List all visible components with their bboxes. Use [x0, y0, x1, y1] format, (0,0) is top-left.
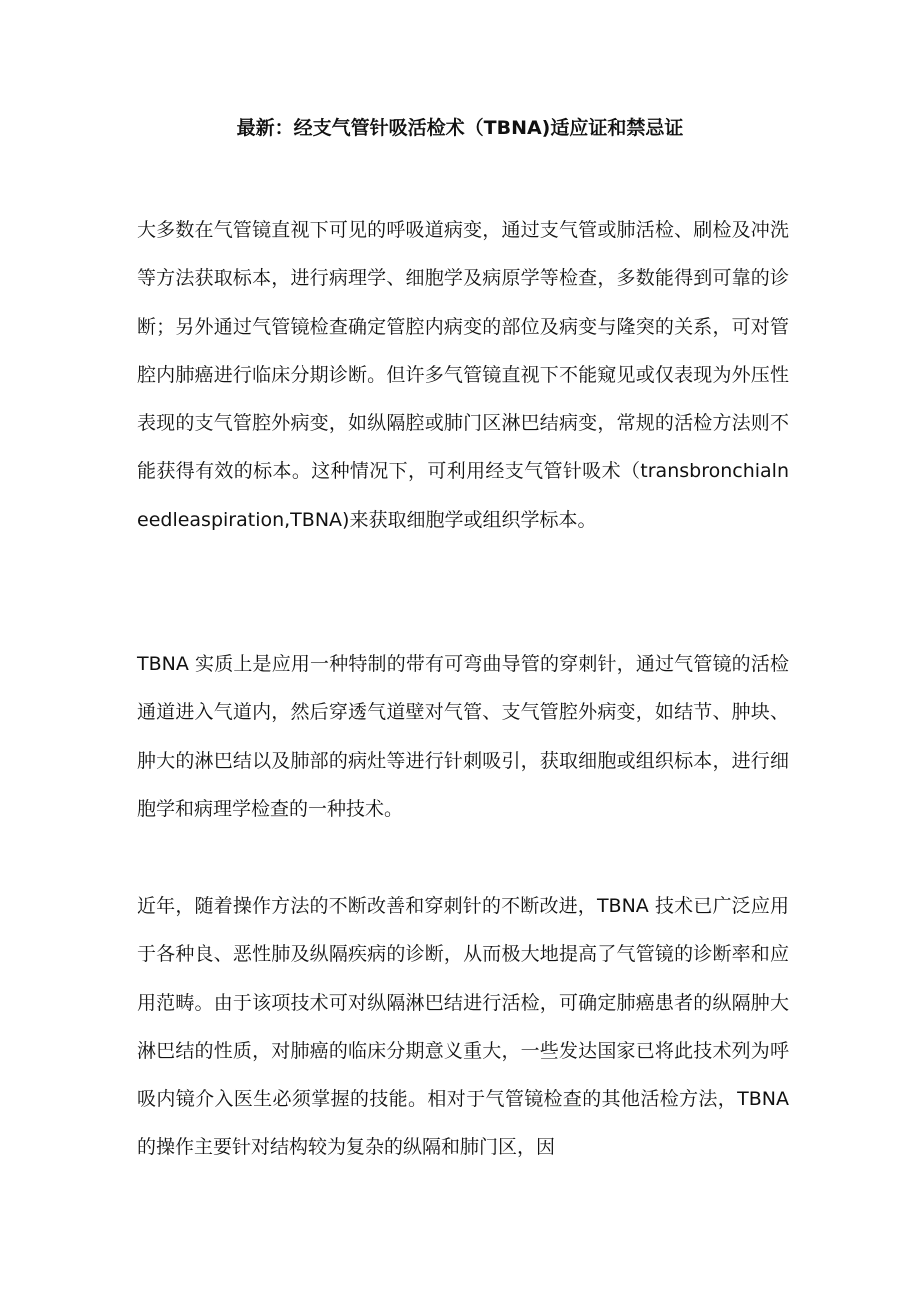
paragraph-intro: 大多数在气管镜直视下可见的呼吸道病变，通过支气管或肺活检、刷检及冲洗等方法获取标本，进行病理学、细胞学及病原学等检查，多数能得到可靠的诊断；另外通过气管镜检查确定管腔内病变的部位及病变与隆突的关系，可对管腔内肺癌进行临床分期诊断。但许多气管镜直视下不能窥见或仅表现为外压性表现的支气管腔外病变，如纵隔腔或肺门区淋巴结病变，常规的活检方法则不能获得有效的标本。这种情况下，可利用经支气管针吸术（transbronchialneedleaspiration,TBNA)来获取细胞学或组织学标本。 [137, 219, 789, 531]
document-title: 最新：经支气管针吸活检术（TBNA)适应证和禁忌证 [236, 117, 684, 139]
paragraph-tbna-application: 近年，随着操作方法的不断改善和穿刺针的不断改进，TBNA 技术已广泛应用于各种良、恶性肺及纵隔疾病的诊断，从而极大地提高了气管镜的诊断率和应用范畴。由于该项技术可对纵隔淋巴结进行活检，可确定肺癌患者的纵隔肿大淋巴结的性质，对肺癌的临床分期意义重大，一些发达国家已将此技术列为呼吸内镜介入医生必须掌握的技能。相对于气管镜检查的其他活检方法，TBNA 的操作主要针对结构较为复杂的纵隔和肺门区，因 [137, 895, 789, 1159]
paragraph-tbna-definition: TBNA 实质上是应用一种特制的带有可弯曲导管的穿刺针，通过气管镜的活检通道进入气道内，然后穿透气道壁对气管、支气管腔外病变，如结节、肿块、肿大的淋巴结以及肺部的病灶等进行针刺吸引，获取细胞或组织标本，进行细胞学和病理学检查的一种技术。 [137, 653, 789, 820]
